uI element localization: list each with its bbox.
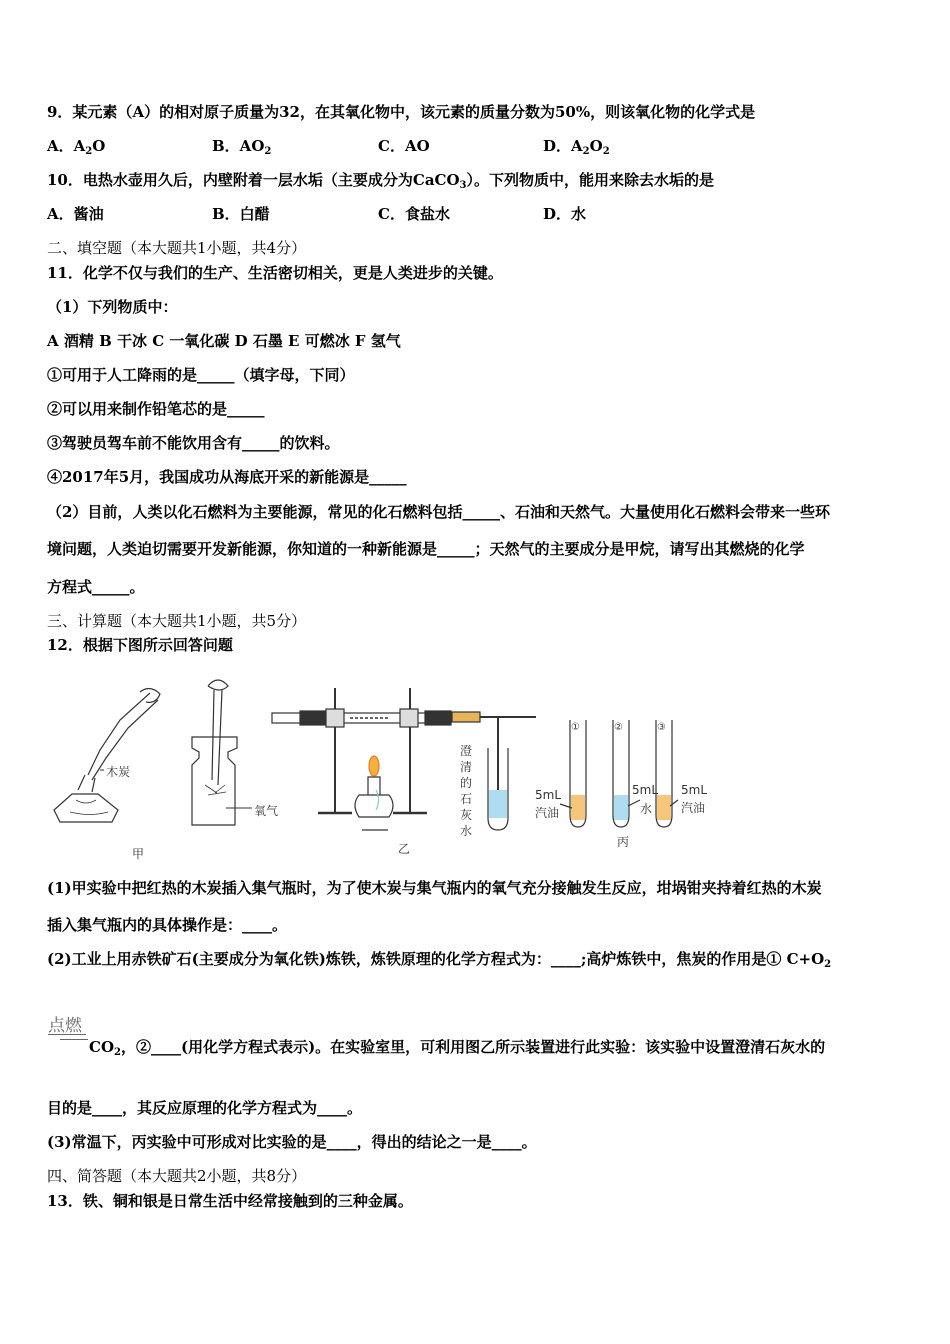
- apparatus-oxygen-bottle: [192, 680, 237, 825]
- q11-stem: 11．化学不仅与我们的生产、生活密切相关，更是人类进步的关键。: [47, 264, 503, 282]
- q12-sub2-line3: 目的是____，其反应原理的化学方程式为____。: [47, 1099, 363, 1117]
- q13-stem: 13．铁、铜和银是日常生活中经常接触到的三种金属。: [47, 1192, 413, 1210]
- label-tube1-liquid: 汽油: [535, 806, 560, 820]
- label-tube-1: ①: [571, 722, 580, 733]
- apparatus-jia: [54, 688, 160, 822]
- q12-sub2-line1: (2)工业上用赤铁矿石(主要成分为氧化铁)炼铁，炼铁原理的化学方程式为：____;高炉炼铁中，焦炭的作用是① $C+O_2$: [47, 950, 832, 970]
- q11-item-3: ③驾驶员驾车前不能饮用含有_____的饮料。: [47, 434, 340, 452]
- q9-option-d: D．$A_2O_2$: [543, 137, 610, 157]
- label-tube2-liquid: 水: [640, 802, 653, 816]
- q10-stem: 10．电热水壶用久后，内壁附着一层水垢（主要成分为CaCO$_3$）。下列物质中，能用来除去水垢的是: [47, 171, 715, 191]
- q11-part2-line3: 方程式_____。: [47, 578, 145, 596]
- label-charcoal: 木炭: [106, 765, 131, 779]
- label-tube-3: ③: [657, 722, 666, 733]
- label-limewater-1: 澄: [460, 744, 473, 758]
- q11-item-2: ②可以用来制作铅笔芯的是_____: [47, 400, 265, 418]
- q11-item-4: ④2017年5月，我国成功从海底开采的新能源是_____: [47, 468, 407, 486]
- label-limewater-2: 清: [460, 760, 473, 774]
- q12-stem: 12．根据下图所示回答问题: [47, 636, 233, 654]
- label-limewater-4: 石: [460, 792, 473, 806]
- q12-sub1-line1: (1)甲实验中把红热的木炭插入集气瓶时，为了使木炭与集气瓶内的氧气充分接触发生反应，坩埚钳夹持着红热的木炭: [47, 879, 822, 897]
- q10-option-a: A．酱油: [47, 205, 104, 223]
- apparatus-yi: [272, 688, 451, 830]
- section-3-heading: 三、计算题（本大题共1小题，共5分）: [47, 612, 307, 630]
- section-2-heading: 二、填空题（本大题共1小题，共4分）: [47, 239, 307, 257]
- label-limewater-6: 水: [460, 824, 473, 838]
- q12-sub2-line2: $CO_2$，②____(用化学方程式表示)。在实验室里，可利用图乙所示装置进行此实验：该实验中设置澄清石灰水的: [89, 1038, 826, 1058]
- q11-part1: （1）下列物质中：: [47, 298, 178, 316]
- q9-option-c: C．AO: [378, 137, 430, 155]
- label-limewater-5: 灰: [460, 808, 473, 822]
- q9-option-b: B．$AO_2$: [212, 137, 272, 157]
- q11-part2-line1: （2）目前，人类以化石燃料为主要能源，常见的化石燃料包括_____、石油和天然气。大量使用化石燃料会带来一些环: [47, 503, 830, 521]
- section-4-heading: 四、简答题（本大题共2小题，共8分）: [47, 1167, 307, 1185]
- label-tube-2: ②: [614, 722, 623, 733]
- label-yi: 乙: [398, 842, 411, 856]
- label-tube2-volume: 5mL: [632, 783, 659, 797]
- q10-option-b: B．白醋: [212, 205, 270, 223]
- label-limewater-3: 的: [460, 776, 473, 790]
- q10-option-c: C．食盐水: [378, 205, 450, 223]
- label-tube3-volume: 5mL: [681, 783, 708, 797]
- label-jia: 甲: [132, 847, 145, 861]
- q9-stem: 9．某元素（A）的相对原子质量为32，在其氧化物中，该元素的质量分数为50%，则该氧化物的化学式是: [47, 103, 756, 121]
- label-tube1-volume: 5mL: [535, 788, 562, 802]
- q12-sub3: (3)常温下，丙实验中可形成对比实验的是____，得出的结论之一是____。: [47, 1133, 537, 1151]
- label-tube3-liquid: 汽油: [681, 801, 706, 815]
- ignite-condition: 点燃: [48, 1016, 82, 1036]
- q11-item-1: ①可用于人工降雨的是_____（填字母，下同）: [47, 366, 355, 384]
- q11-choices: A 酒精 B 干冰 C 一氧化碳 D 石墨 E 可燃冰 F 氢气: [47, 332, 401, 350]
- label-oxygen: 氧气: [254, 804, 279, 818]
- apparatus-bing: [560, 720, 678, 827]
- label-bing: 丙: [617, 835, 630, 849]
- equation-arrow-line-2: [60, 1039, 88, 1040]
- equation-arrow-line: [48, 1034, 86, 1035]
- q12-sub1-line2: 插入集气瓶内的具体操作是：____。: [47, 916, 288, 934]
- q9-option-a: A．$A_2O$: [47, 137, 106, 157]
- q11-part2-line2: 境问题，人类迫切需要开发新能源，你知道的一种新能源是_____；天然气的主要成分是甲烷，请写出其燃烧的化学: [47, 540, 805, 558]
- q10-option-d: D．水: [543, 205, 587, 223]
